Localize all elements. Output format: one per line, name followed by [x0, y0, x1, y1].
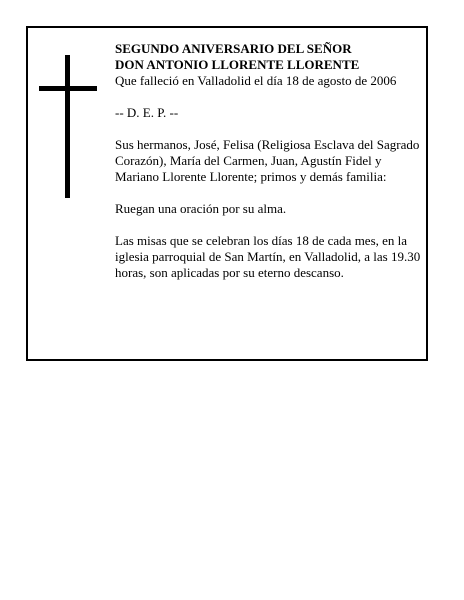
masses-paragraph: Las misas que se celebran los días 18 de cada mes, en la iglesia parroquial de San Martín, en Valladolid, a las 19.30 horas, son aplicadas por su eterno descanso.	[115, 233, 421, 280]
title-line-1: SEGUNDO ANIVERSARIO DEL SEÑOR	[115, 41, 352, 56]
title-line-2: DON ANTONIO LLORENTE LLORENTE	[115, 57, 360, 72]
cross-horizontal-bar	[39, 86, 97, 91]
notice-heading	[115, 41, 425, 89]
rest-in-peace: -- D. E. P. --	[115, 105, 179, 120]
family-paragraph: Sus hermanos, José, Felisa (Religiosa Esclava del Sagrado Corazón), María del Carmen, Juan, Agustín Fidel y Mariano Llorente Llorente; primos y demás familia:	[115, 137, 420, 184]
notice-text	[115, 41, 425, 297]
cross-vertical-bar	[65, 55, 70, 198]
obituary-notice	[26, 26, 428, 361]
prayer-request: Ruegan una oración por su alma.	[115, 201, 287, 216]
death-info: Que falleció en Valladolid el día 18 de agosto de 2006	[115, 73, 397, 88]
